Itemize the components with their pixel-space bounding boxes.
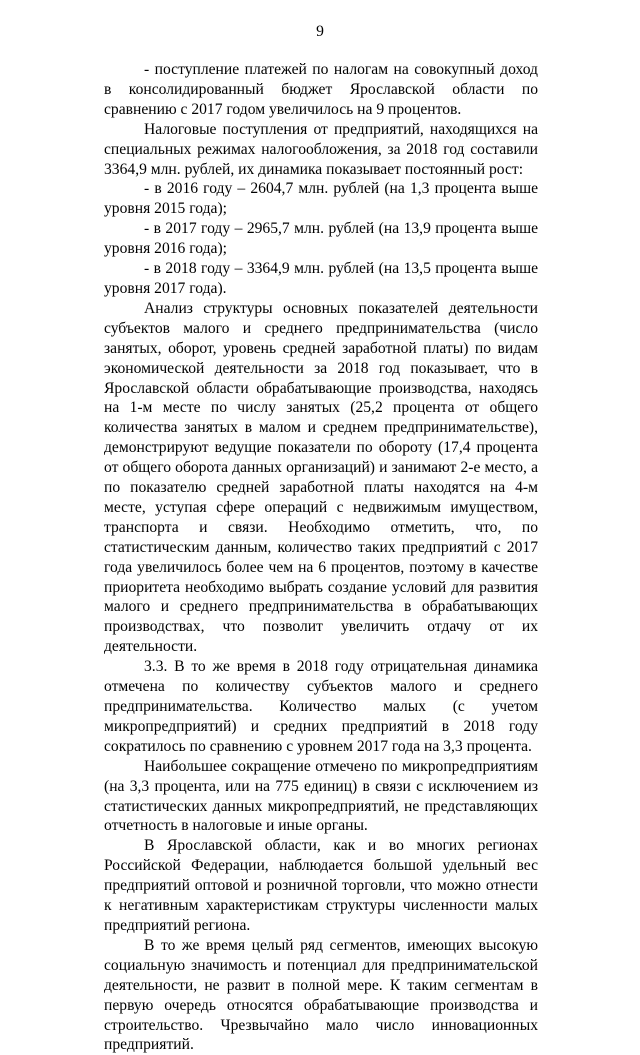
paragraph-section-3-3: 3.3. В то же время в 2018 году отрицательная динамика отмечена по количеству субъектов малого и среднего предпринимательства. Количество малых (с учетом микропредприятий) и средних предприятий в 2018 году сократилось по сравнению с уровнем 2017 года на 3,3 процента.	[104, 658, 538, 755]
list-item-2016: - в 2016 году – 2604,7 млн. рублей (на 1,3 процента выше уровня 2015 года);	[104, 180, 538, 218]
paragraph-undeveloped-segments: В то же время целый ряд сегментов, имеющих высокую социальную значимость и потенциал для предпринимательской деятельности, не развит в полной мере. К таким сегментам в первую очередь относятся обрабатывающие производства и строительство. Чрезвычайно мало число инновационных предприятий.	[104, 936, 538, 1054]
document-body	[104, 60, 538, 1055]
paragraph-micro-enterprises: Наибольшее сокращение отмечено по микропредприятиям (на 3,3 процента, или на 775 единиц) в связи с исключением из статистических данных микропредприятий, не представляющих отчетность в налоговые и иные органы.	[104, 757, 538, 835]
page-number: 9	[316, 23, 324, 40]
paragraph-special-tax-regimes: Налоговые поступления от предприятий, находящихся на специальных режимах налогообложения, за 2018 год составили 3364,9 млн. рублей, их динамика показывает постоянный рост:	[104, 120, 538, 178]
paragraph-trade-share: В Ярославской области, как и во многих регионах Российской Федерации, наблюдается большой удельный вес предприятий оптовой и розничной торговли, что можно отнести к негативным характеристикам структуры численности малых предприятий региона.	[104, 837, 538, 934]
paragraph-tax-revenue-growth: - поступление платежей по налогам на совокупный доход в консолидированный бюджет Ярославской области по сравнению с 2017 годом увеличилось на 9 процентов.	[104, 61, 538, 118]
list-item-2017: - в 2017 году – 2965,7 млн. рублей (на 13,9 процента выше уровня 2016 года);	[104, 220, 538, 258]
list-item-2018: - в 2018 году – 3364,9 млн. рублей (на 13,5 процента выше уровня 2017 года).	[104, 260, 538, 297]
paragraph-sector-analysis: Анализ структуры основных показателей деятельности субъектов малого и среднего предпринимательства (число занятых, оборот, уровень средней заработной платы) по видам экономической деятельности за 2018 год показывает, что в Ярославской области обрабатывающие производства, находясь на 1-м месте по числу занятых (25,2 процента от общего количества занятых в малом и среднем предпринимательстве), демонстрируют ведущие показатели по обороту (17,4 процента от общего оборота данных организаций) и занимают 2-е место, а по показателю средней заработной платы находятся на 4-м месте, уступая сфере операций с недвижимым имуществом, транспорта и связи. Необходимо отметить, что, по статистическим данным, количество таких предприятий с 2017 года увеличилось более чем на 6 процентов, поэтому в качестве приоритета необходимо выбрать создание условий для развития малого и среднего предпринимательства в обрабатывающих производствах, что позволит увеличить отдачу от их деятельности.	[104, 299, 538, 656]
